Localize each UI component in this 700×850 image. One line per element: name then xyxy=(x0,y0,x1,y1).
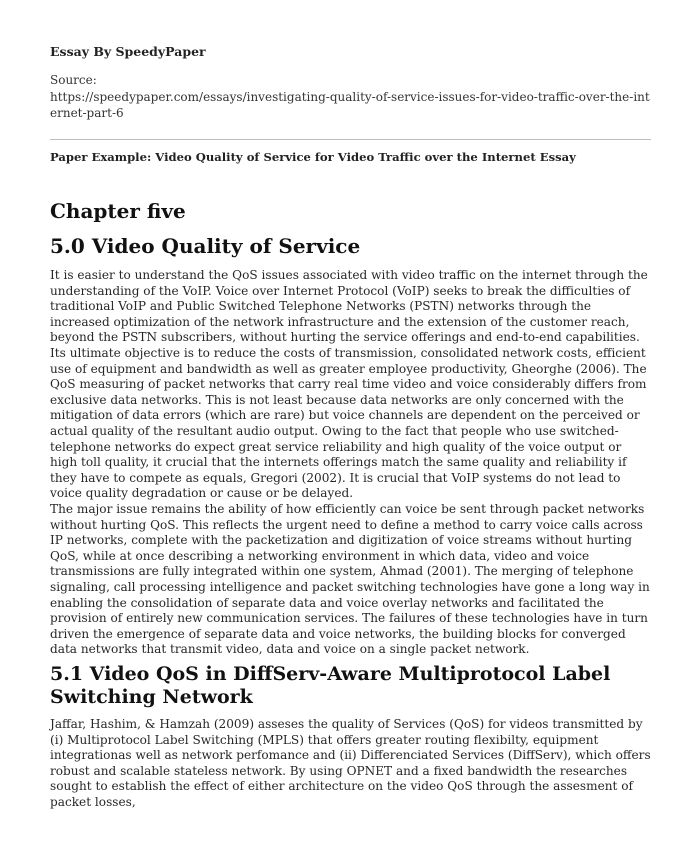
source-label: Source: xyxy=(50,73,97,87)
divider xyxy=(50,139,651,140)
essay-source-label: Essay By SpeedyPaper xyxy=(50,44,206,59)
paragraph: It is easier to understand the QoS issues associated with video traffic on the internet through the understanding of the VoIP. Voice over Internet Protocol (VoIP) seeks to break the difficulties of traditional VoIP and Public Switched Telephone Networks (PSTN) networks through the increased optimization of the network infrastructure and the extension of the customer reach, beyond the PSTN subscribers, without hurting the service offerings and end-to-end capabilities. Its ultimate objective is to reduce the costs of transmission, consolidated network costs, efficient use of equipment and bandwidth as well as greater employee productivity, Gheorghe (2006). The QoS measuring of packet networks that carry real time video and voice considerably differs from exclusive data networks. This is not least because data networks are only concerned with the mitigation of data errors (which are rare) but voice channels are dependent on the perceived or actual quality of the resultant audio output. Owing to the fact that people who use switched-telephone networks do expect great service reliability and high quality of the voice output or high toll quality, it crucial that the internets offerings match the same quality and reliability if they have to compete as equals, Gregori (2002). It is crucial that VoIP systems do not lead to voice quality degradation or cause or be delayed. xyxy=(50,268,648,501)
essay-title: Paper Example: Video Quality of Service for Video Traffic over the Internet Essay xyxy=(50,150,576,164)
paragraph: Jaffar, Hashim, & Hamzah (2009) asseses the quality of Services (QoS) for videos transmitted by (i) Multiprotocol Label Switching (MPLS) that offers greater routing flexibilty, equipment integrationas well as network perfomance and (ii) Differenciated Services (DiffServ), which offers robust and scalable stateless network. By using OPNET and a fixed bandwidth the researches sought to establish the effect of either architecture on the video QoS through the assesment of packet losses, xyxy=(50,717,651,809)
section-heading: 5.1 Video QoS in DiffServ-Aware Multiprotocol Label Switching Network xyxy=(50,663,611,708)
source-block xyxy=(50,72,655,122)
chapter-heading: Chapter five xyxy=(50,199,186,223)
section-heading: 5.0 Video Quality of Service xyxy=(50,234,361,258)
paragraph: The major issue remains the ability of how efficiently can voice be sent through packet networks without hurting QoS. This reflects the urgent need to define a method to carry voice calls across IP networks, complete with the packetization and digitization of voice streams without hurting QoS, while at once describing a networking environment in which data, video and voice transmissions are fully integrated within one system, Ahmad (2001). The merging of telephone signaling, call processing intelligence and packet switching technologies have gone a long way in enabling the consolidation of separate data and voice overlay networks and facilitated the provision of entirely new communication services. The failures of these technologies have in turn driven the emergence of separate data and voice networks, the building blocks for converged data networks that transmit video, data and voice on a single packet network. xyxy=(50,502,650,657)
source-url: https://speedypaper.com/essays/investigating-quality-of-service-issues-for-video-traffic-over-the-internet-part-6 xyxy=(50,89,650,120)
